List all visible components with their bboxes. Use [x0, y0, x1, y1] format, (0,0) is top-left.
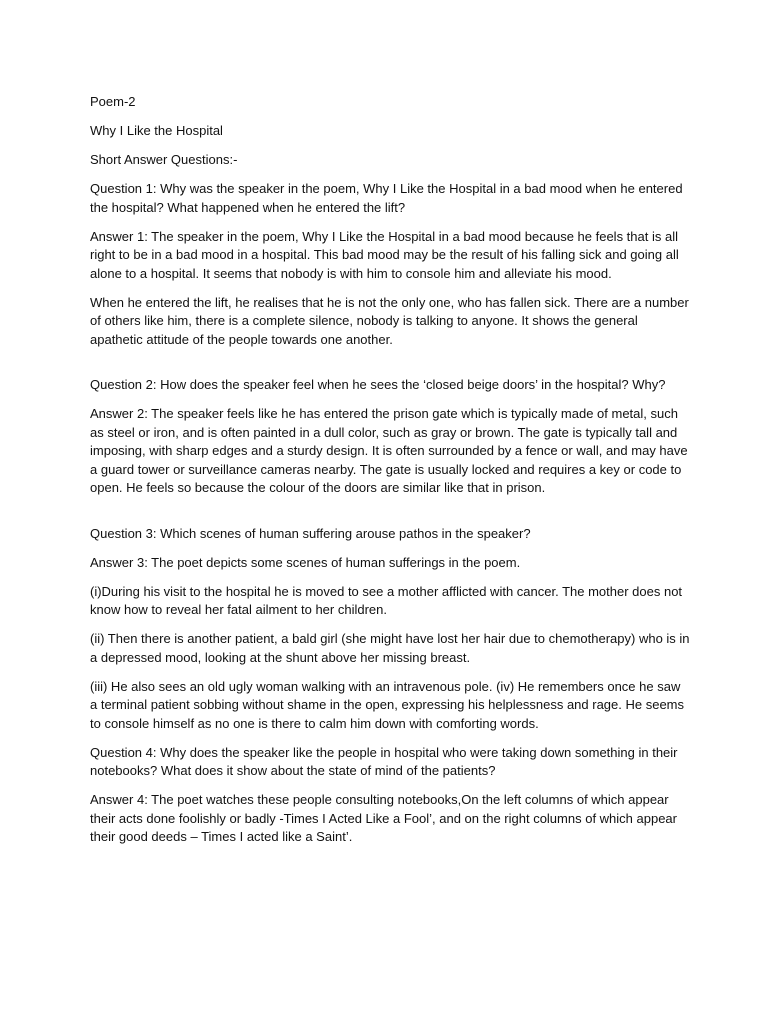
answer-2: Answer 2: The speaker feels like he has entered the prison gate which is typically made of metal, such as steel or iron, and is often painted in a dull color, such as gray or brown. The gate is typically tall and imposing, with sharp edges and a sturdy design. It is often surrounded by a fence or wall, and may have a guard tower or surveillance cameras nearby. The gate is usually locked and requires a key or code to open. He feels so because the colour of the doors are similar like that in prison.: [90, 406, 688, 495]
question-2: Question 2: How does the speaker feel when he sees the ‘closed beige doors’ in the hospital? Why?: [90, 377, 666, 392]
document-page: [90, 93, 690, 857]
poem-title-heading: Why I Like the Hospital: [90, 123, 223, 138]
answer-3-point-ii: (ii) Then there is another patient, a bald girl (she might have lost her hair due to chemotherapy) who is in a depressed mood, looking at the shunt above her missing breast.: [90, 631, 690, 665]
question-1: Question 1: Why was the speaker in the poem, Why I Like the Hospital in a bad mood when he entered the hospital? What happened when he entered the lift?: [90, 181, 683, 215]
poem-number-heading: Poem-2: [90, 94, 136, 109]
answer-1-paragraph-2: When he entered the lift, he realises that he is not the only one, who has fallen sick. There are a number of others like him, there is a complete silence, nobody is talking to anyone. It shows the general apathetic attitude of the people towards one another.: [90, 294, 689, 347]
question-4: Question 4: Why does the speaker like the people in hospital who were taking down something in their notebooks? What does it show about the state of mind of the patients?: [90, 744, 678, 778]
section-heading: Short Answer Questions:-: [90, 152, 238, 167]
question-3: Question 3: Which scenes of human suffering arouse pathos in the speaker?: [90, 525, 531, 541]
answer-3-point-iii: (iii) He also sees an old ugly woman walking with an intravenous pole. (iv) He remembers once he saw a terminal patient sobbing without shame in the open, expressing his helplessness and rage. He seems to console himself as no one is there to calm him down with comforting words.: [90, 678, 685, 731]
answer-3-intro: Answer 3: The poet depicts some scenes of human sufferings in the poem.: [90, 554, 521, 570]
answer-1-paragraph-1: Answer 1: The speaker in the poem, Why I Like the Hospital in a bad mood because he feels that is all right to be in a bad mood in a hospital. This bad mood may be the result of his falling sick and going all alone to a hospital. It seems that nobody is with him to console him and alleviate his mood.: [90, 228, 679, 281]
answer-4: Answer 4: The poet watches these people consulting notebooks,On the left columns of which appear their acts done foolishly or badly -Times I Acted Like a Fool’, and on the right columns of which appear their good deeds – Times I acted like a Saint’.: [90, 792, 677, 844]
answer-3-point-i: (i)During his visit to the hospital he is moved to see a mother afflicted with cancer. The mother does not know how to reveal her fatal ailment to her children.: [90, 583, 683, 617]
